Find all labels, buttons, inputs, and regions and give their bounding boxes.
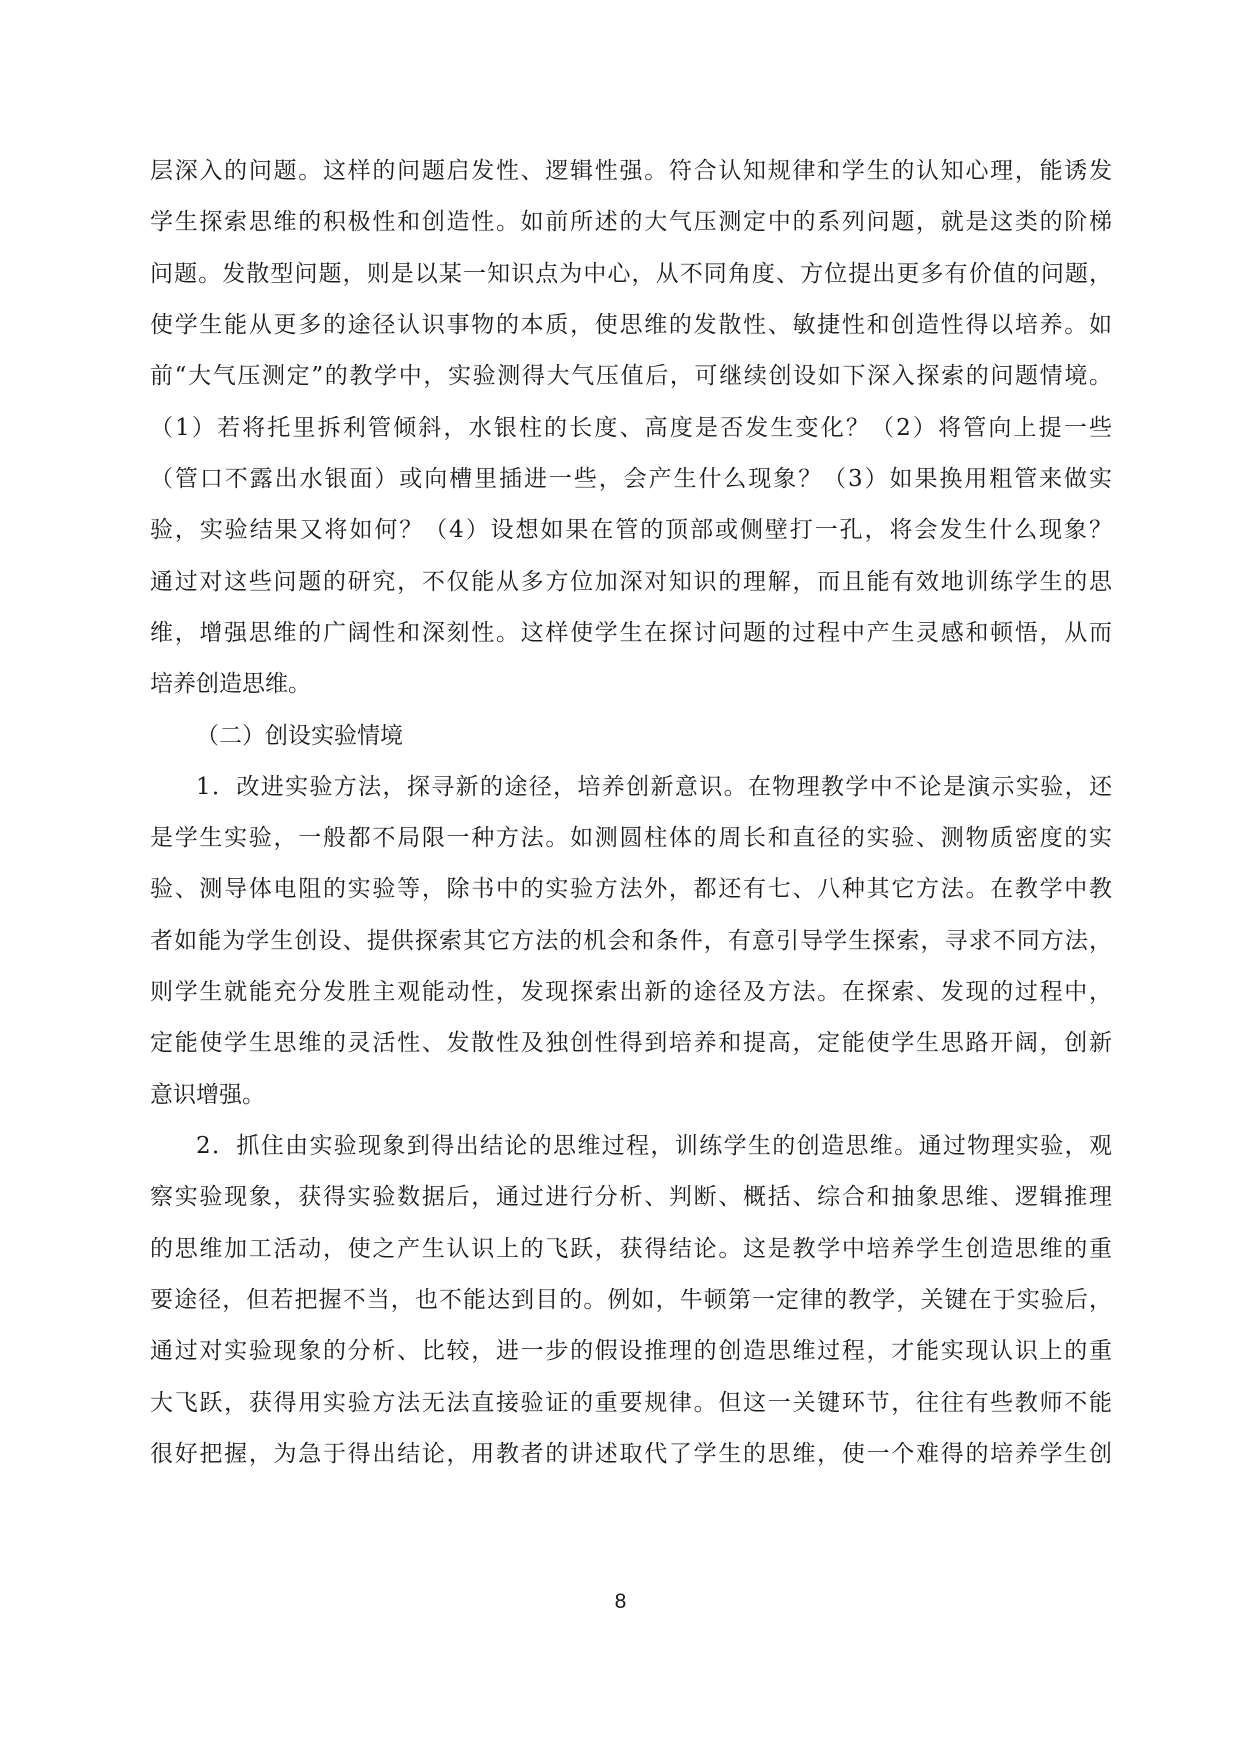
paragraph-first-line: 1．改进实验方法，探寻新的途径，培养创新意识。在物理教学中不论是演示实验，还 [196, 774, 1112, 800]
text-line: 验，实验结果又将如何？（4）设想如果在管的顶部或侧壁打一孔，将会发生什么现象？ [150, 517, 1112, 543]
paragraph-first-line: 2．抓住由实验现象到得出结论的思维过程，训练学生的创造思维。通过物理实验，观 [196, 1133, 1112, 1159]
text-line: 层深入的问题。这样的问题启发性、逻辑性强。符合认知规律和学生的认知心理，能诱发 [150, 158, 1112, 184]
text-line: 的思维加工活动，使之产生认识上的飞跃，获得结论。这是教学中培养学生创造思维的重 [150, 1236, 1112, 1262]
section-heading: （二）创设实验情境 [196, 723, 403, 749]
text-line: 维，增强思维的广阔性和深刻性。这样使学生在探讨问题的过程中产生灵感和顿悟，从而 [150, 620, 1112, 646]
text-line: （1）若将托里拆利管倾斜，水银柱的长度、高度是否发生变化？（2）将管向上提一些 [150, 415, 1112, 441]
text-line: （管口不露出水银面）或向槽里插进一些，会产生什么现象？（3）如果换用粗管来做实 [150, 466, 1112, 492]
text-line: 意识增强。 [150, 1082, 265, 1108]
page-number: 8 [614, 1590, 627, 1613]
text-line: 大飞跃，获得用实验方法无法直接验证的重要规律。但这一关键环节，往往有些教师不能 [150, 1390, 1112, 1416]
text-line: 前“大气压测定”的教学中，实验测得大气压值后，可继续创设如下深入探索的问题情境。 [150, 363, 1112, 389]
text-line: 很好把握，为急于得出结论，用教者的讲述取代了学生的思维，使一个难得的培养学生创 [150, 1441, 1112, 1467]
text-line: 定能使学生思维的灵活性、发散性及独创性得到培养和提高，定能使学生思路开阔，创新 [150, 1030, 1112, 1056]
text-line: 问题。发散型问题，则是以某一知识点为中心，从不同角度、方位提出更多有价值的问题， [150, 261, 1112, 287]
text-line: 验、测导体电阻的实验等，除书中的实验方法外，都还有七、八种其它方法。在教学中教 [150, 876, 1112, 902]
text-line: 察实验现象，获得实验数据后，通过进行分析、判断、概括、综合和抽象思维、逻辑推理 [150, 1184, 1112, 1210]
text-line: 要途径，但若把握不当，也不能达到目的。例如，牛顿第一定律的教学，关键在于实验后， [150, 1287, 1112, 1313]
text-line: 通过对这些问题的研究，不仅能从多方位加深对知识的理解，而且能有效地训练学生的思 [150, 569, 1112, 595]
text-line: 者如能为学生创设、提供探索其它方法的机会和条件，有意引导学生探索，寻求不同方法， [150, 928, 1112, 954]
text-line: 培养创造思维。 [150, 671, 311, 697]
text-line: 学生探索思维的积极性和创造性。如前所述的大气压测定中的系列问题，就是这类的阶梯 [150, 209, 1112, 235]
text-line: 是学生实验，一般都不局限一种方法。如测圆柱体的周长和直径的实验、测物质密度的实 [150, 825, 1112, 851]
text-line: 使学生能从更多的途径认识事物的本质，使思维的发散性、敏捷性和创造性得以培养。如 [150, 312, 1112, 338]
text-line: 则学生就能充分发胜主观能动性，发现探索出新的途径及方法。在探索、发现的过程中， [150, 979, 1112, 1005]
text-line: 通过对实验现象的分析、比较，进一步的假设推理的创造思维过程，才能实现认识上的重 [150, 1338, 1112, 1364]
